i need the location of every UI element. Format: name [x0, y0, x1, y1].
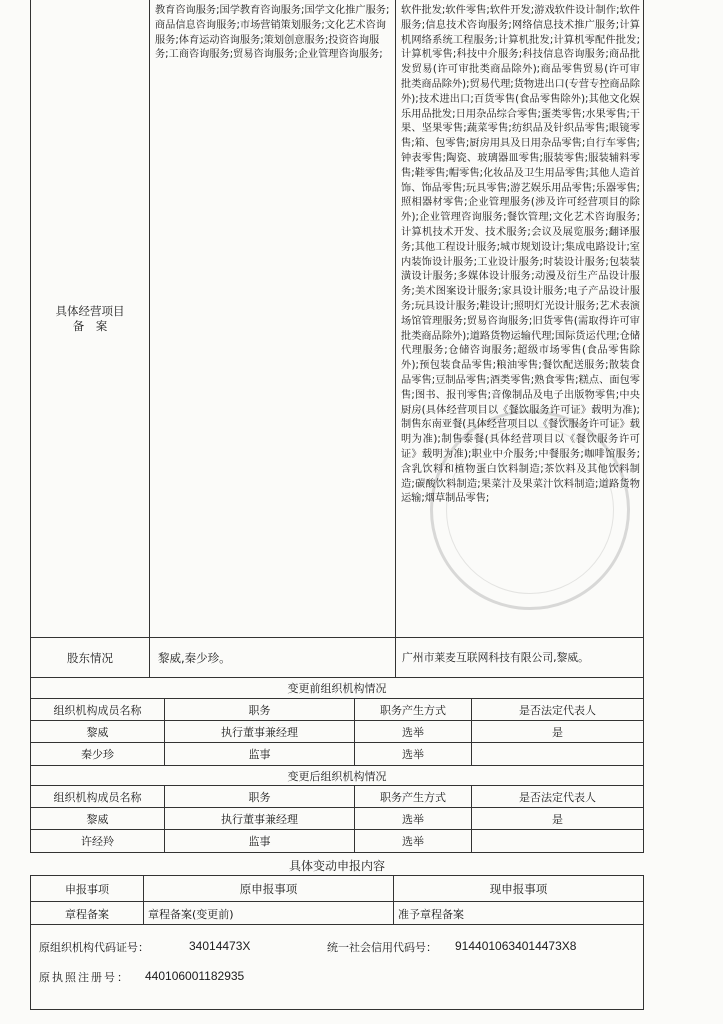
member-name: 许经羚	[31, 830, 165, 852]
member-position: 执行董事兼经理	[165, 721, 355, 742]
member-appointment: 选举	[355, 808, 472, 829]
org-code-value: 34014473X	[189, 939, 251, 953]
member-appointment: 选举	[355, 721, 472, 742]
credit-code-label: 统一社会信用代码号：	[327, 941, 437, 954]
table-row	[31, 721, 643, 743]
header-position: 职务	[165, 699, 355, 720]
change-header-row	[31, 876, 643, 901]
table-row	[31, 901, 643, 925]
header-position: 职务	[165, 786, 355, 807]
member-legal-rep: 是	[552, 725, 563, 739]
member-legal-rep	[472, 830, 643, 852]
member-position: 执行董事兼经理	[165, 808, 355, 829]
member-appointment: 选举	[355, 830, 472, 852]
business-scope-before: 教育咨询服务;国学教育咨询服务;国学文化推广服务;商品信息咨询服务;市场营销策划服务;文化艺术咨询服务;体育运动咨询服务;策划创意服务;投资咨询服务;工商咨询服务;贸易咨询服务;企业管理咨询服务;	[150, 0, 396, 638]
header-legal-rep: 是否法定代表人	[519, 703, 596, 717]
member-name: 黎威	[31, 721, 165, 742]
table-row	[31, 743, 643, 765]
shareholders-after: 广州市莱麦互联网科技有限公司,黎威。	[402, 651, 589, 664]
table-row	[31, 830, 643, 852]
org-after-title: 变更后组织机构情况	[31, 765, 643, 786]
table-row	[31, 808, 643, 830]
header-member-name: 组织机构成员名称	[31, 699, 165, 720]
header-legal-rep: 是否法定代表人	[519, 790, 596, 804]
business-scope-label	[31, 0, 150, 638]
member-legal-rep: 是	[552, 812, 563, 826]
header-original-item: 原申报事项	[144, 876, 394, 901]
current-item: 准予章程备案	[398, 907, 464, 921]
header-current-item: 现申报事项	[489, 881, 548, 896]
change-table	[30, 875, 644, 925]
business-scope-after: 软件批发;软件零售;软件开发;游戏软件设计制作;软件服务;信息技术咨询服务;网络信息技术推广服务;计算机网络系统工程服务;计算机批发;计算机零配件批发;计算机零售;科技中介服务;科技信息咨询服务;商品批发贸易(许可审批类商品除外);商品零售贸易(许可审批类商品除外);贸易代理;货物进出口(专营专控商品除外);技术进出口;百货零售(食品零售除外);其他文化娱乐用品批发;日用杂品综合零售;蛋类零售;水果零售;干果、坚果零售;蔬菜零售;纺织品及针织品零售;眼镜零售;箱、包零售;厨房用具及日用杂品零售;自行车零售;钟表零售;陶瓷、玻璃器皿零售;服装零售;服装辅料零售;鞋零售;帽零售;化妆品及卫生用品零售;其他人造首饰、饰品零售;玩具零售;游艺娱乐用品零售;乐器零售;照相器材零售;企业管理服务(涉及许可经营项目的除外);企业管理咨询服务;餐饮管理;文化艺术咨询服务;计算机技术开发、技术服务;会议及展览服务;翻译服务;其他工程设计服务;城市规划设计;集成电路设计;室内装饰设计服务;工业设计服务;时装设计服务;包装装潢设计服务;多媒体设计服务;动漫及衍生产品设计服务;美术图案设计服务;家具设计服务;电子产品设计服务;玩具设计服务;鞋设计;照明灯光设计服务;艺术表演场馆管理服务;贸易咨询服务;旧货零售(需取得许可审批类商品除外);道路货物运输代理;国际货运代理;仓储代理服务;仓储咨询服务;超级市场零售(食品零售除外);预包装食品零售;粮油零售;餐饮配送服务;散装食品零售;豆制品零售;酒类零售;熟食零售;糕点、面包零售;图书、报刊零售;音像制品及电子出版物零售;中央厨房(具体经营项目以《餐饮服务许可证》载明为准);制售东南亚餐(具体经营项目以《餐饮服务许可证》载明为准);制售泰餐(具体经营项目以《餐饮服务许可证》载明为准);职业中介服务;中餐服务;咖啡馆服务;含乳饮料和植物蛋白饮料制造;茶饮料及其他饮料制造;碳酸饮料制造;果菜汁及果菜汁饮料制造;道路货物运输;烟草制品零售;	[401, 5, 640, 505]
shareholders-before: 黎威,秦少珍。	[150, 638, 396, 677]
credit-code-value: 9144010634014473X8	[455, 939, 577, 953]
org-after-table	[30, 765, 644, 853]
member-name: 秦少珍	[31, 743, 165, 765]
org-after-header-row	[31, 786, 643, 808]
header-appointment-method: 职务产生方式	[355, 699, 472, 720]
header-member-name: 组织机构成员名称	[31, 786, 165, 807]
header-appointment-method: 职务产生方式	[355, 786, 472, 807]
member-position: 监事	[165, 830, 355, 852]
org-before-table	[30, 678, 644, 766]
license-value: 440106001182935	[145, 969, 245, 983]
org-code-label: 原组织机构代码证号：	[39, 941, 149, 954]
original-item: 章程备案(变更前)	[144, 902, 394, 925]
license-label: 原执照注册号：	[39, 971, 130, 984]
org-before-title: 变更前组织机构情况	[31, 678, 643, 699]
business-scope-label-line1: 具体经营项目	[55, 304, 125, 318]
org-before-header-row	[31, 699, 643, 721]
member-name: 黎威	[31, 808, 165, 829]
shareholders-label: 股东情况	[31, 638, 150, 677]
member-position: 监事	[165, 743, 355, 765]
member-legal-rep	[472, 743, 643, 765]
member-appointment: 选举	[355, 743, 472, 765]
filing-item: 章程备案	[31, 902, 144, 925]
business-scope-table	[30, 0, 644, 638]
change-section-title: 具体变动申报内容	[288, 859, 385, 873]
business-scope-label-line2: 备 案	[72, 319, 108, 333]
header-filing-item: 申报事项	[31, 876, 144, 901]
registration-codes	[30, 925, 644, 1010]
shareholders-row	[30, 638, 644, 678]
